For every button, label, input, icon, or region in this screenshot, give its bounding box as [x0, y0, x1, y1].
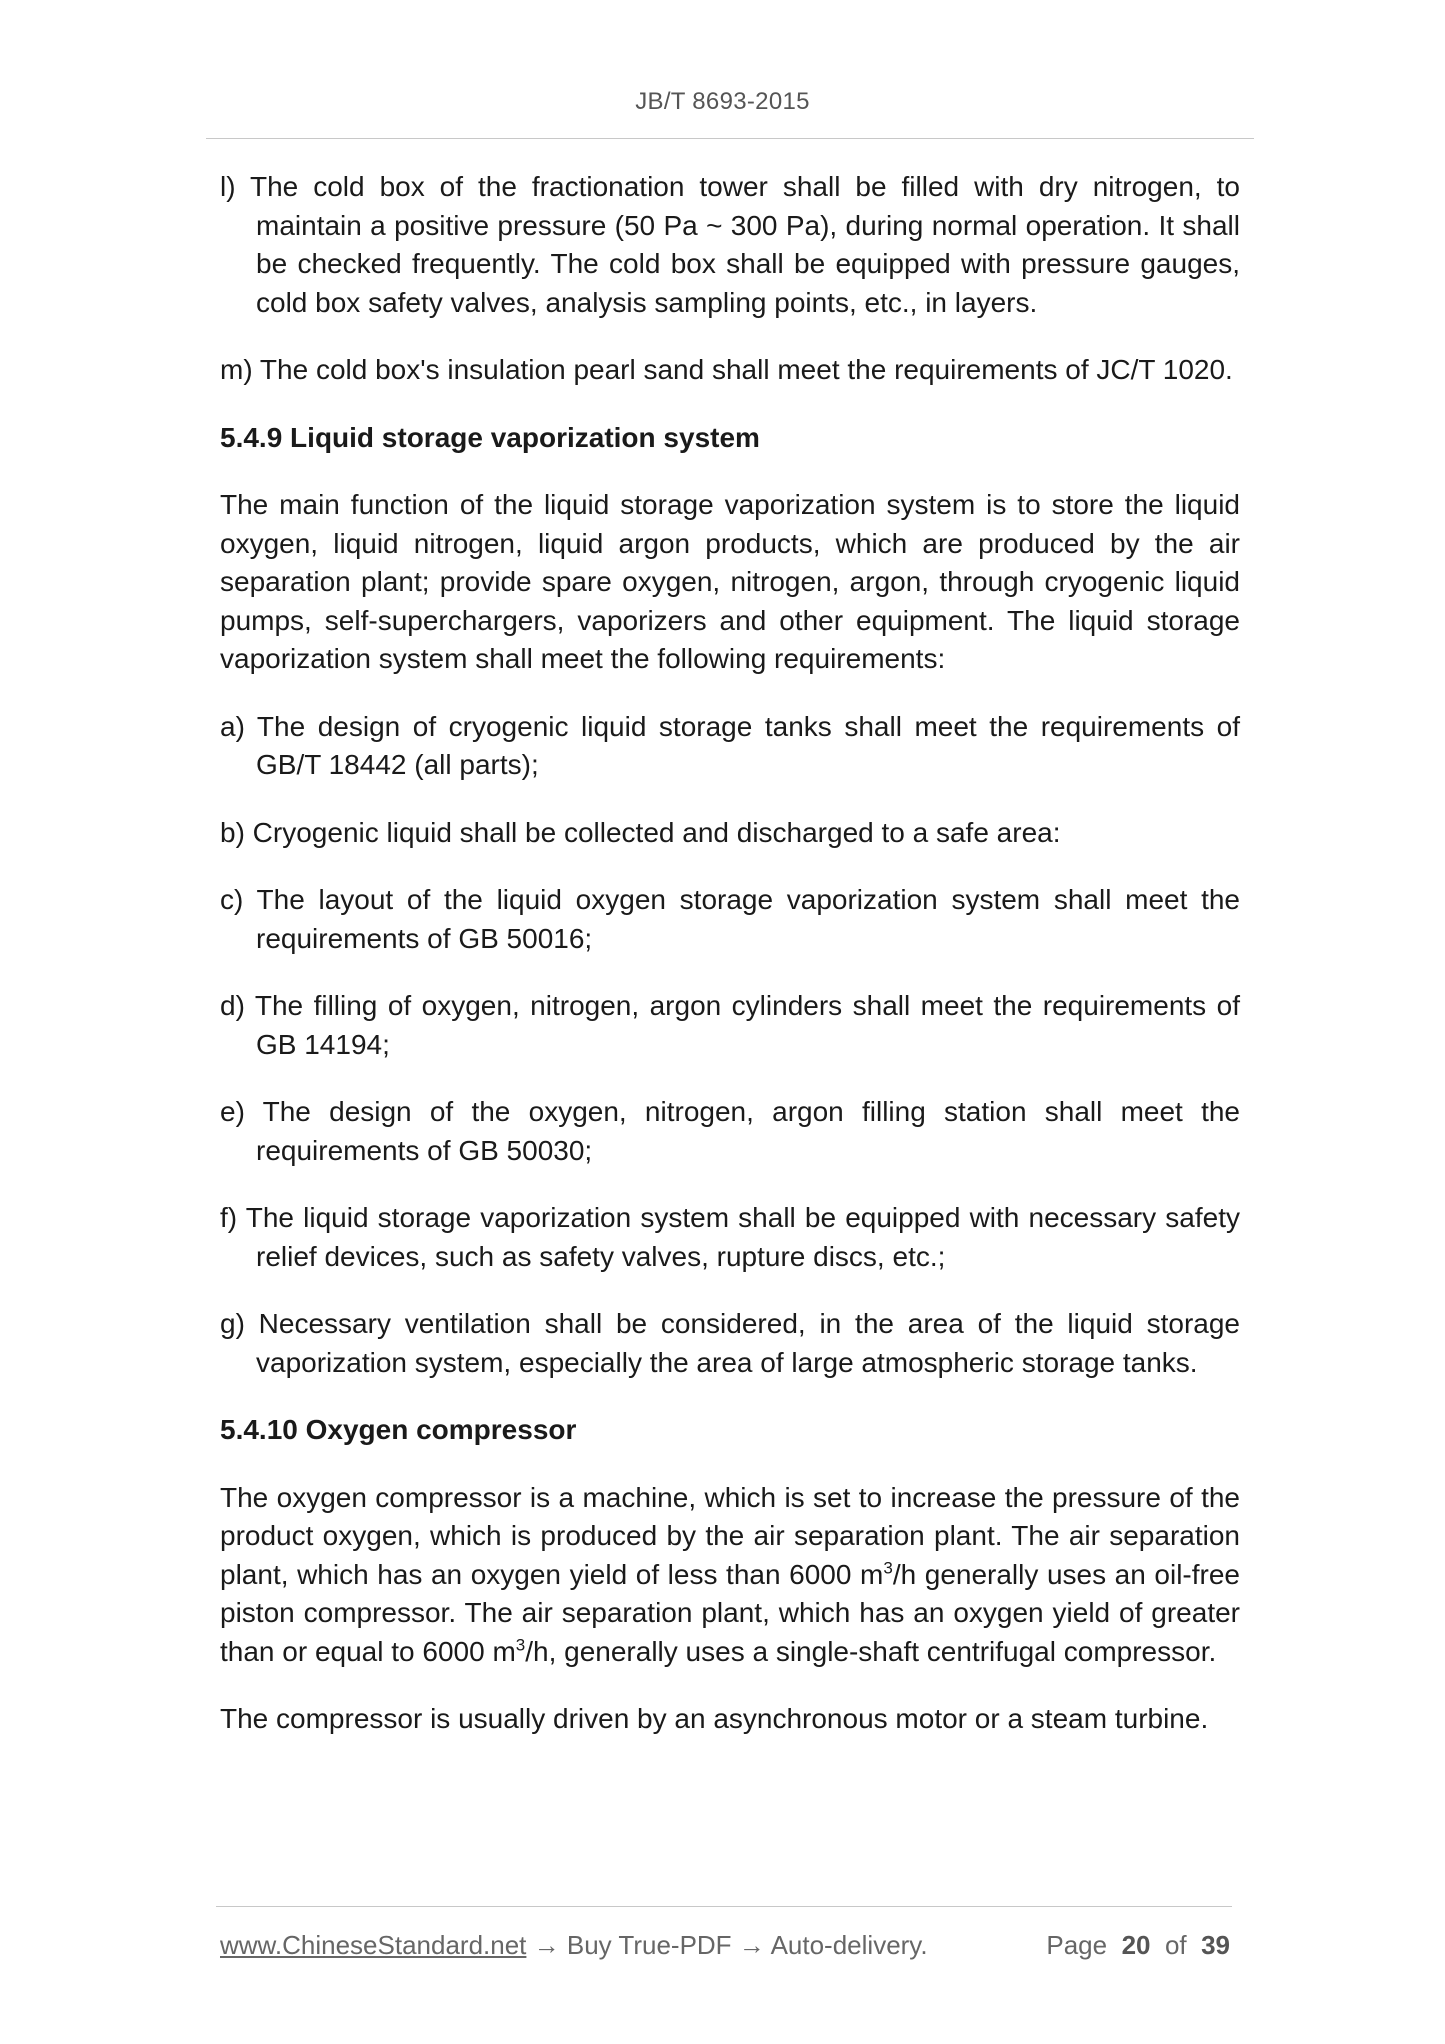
superscript: 3 — [515, 1635, 526, 1655]
list-item-l: l) The cold box of the fractionation tower shall be filled with dry nitrogen, to maintain a positive pressure (50 Pa ~ 300 Pa), during normal operation. It shall be checked frequently. The cold box shall be equipped with pressure gauges, cold box safety valves, analysis sampling points, etc., in layers. — [220, 171, 1240, 318]
page-total: 39 — [1201, 1930, 1230, 1960]
list-item-c: c) The layout of the liquid oxygen storage vaporization system shall meet the requirements of GB 50016; — [220, 884, 1240, 954]
section-5-4-9-intro: The main function of the liquid storage vaporization system is to store the liquid oxygen, liquid nitrogen, liquid argon products, which are produced by the air separation plant; provide spare oxygen, nitrogen, argon, through cryogenic liquid pumps, self-superchargers, vaporizers and other equipment. The liquid storage vaporization system shall meet the following requirements: — [220, 489, 1240, 674]
list-item-g: g) Necessary ventilation shall be considered, in the area of the liquid storage vaporization system, especially the area of large atmospheric storage tanks. — [220, 1308, 1240, 1378]
superscript: 3 — [883, 1558, 893, 1578]
paragraph-text: The oxygen compressor is a machine, which is set to increase the pressure of the product oxygen, which is produced by the air separation plant. The air separation plant, which has an oxygen yield of less than 6000 m — [220, 1481, 1240, 1590]
footer-promo-text: → Buy True-PDF → Auto-delivery. — [526, 1930, 928, 1960]
section-5-4-10-paragraph-1 — [220, 1479, 1240, 1672]
page-number — [1046, 1928, 1230, 1962]
list-item-m: m) The cold box's insulation pearl sand shall meet the requirements of JC/T 1020. — [220, 354, 1233, 385]
list-item-d: d) The filling of oxygen, nitrogen, argon cylinders shall meet the requirements of GB 14194; — [220, 990, 1240, 1060]
list-item-f: f) The liquid storage vaporization system shall be equipped with necessary safety relief devices, such as safety valves, rupture discs, etc.; — [220, 1202, 1240, 1272]
section-heading-5-4-10: 5.4.10 Oxygen compressor — [220, 1414, 577, 1445]
list-item-a: a) The design of cryogenic liquid storage tanks shall meet the requirements of GB/T 18442 (all parts); — [220, 710, 1240, 780]
header-divider — [206, 138, 1254, 139]
document-id-header: JB/T 8693-2015 — [635, 88, 810, 115]
paragraph-text: /h generally uses an oil-free piston compressor. The air separation plant, which has an oxygen yield of greater than or equal to 6000 m — [220, 1558, 1240, 1667]
paragraph-text: /h, generally uses a single-shaft centrifugal compressor. — [525, 1635, 1217, 1667]
section-5-4-10-paragraph-2: The compressor is usually driven by an asynchronous motor or a steam turbine. — [220, 1703, 1209, 1734]
page-label: Page — [1046, 1930, 1108, 1960]
page-footer — [220, 1928, 1230, 1962]
page-content — [220, 168, 1240, 1768]
footer-divider — [216, 1906, 1232, 1907]
list-item-b: b) Cryogenic liquid shall be collected and discharged to a safe area: — [220, 816, 1061, 848]
page-current: 20 — [1121, 1930, 1151, 1960]
section-heading-5-4-9: 5.4.9 Liquid storage vaporization system — [220, 421, 760, 453]
list-item-e: e) The design of the oxygen, nitrogen, argon filling station shall meet the requirements of GB 50030; — [220, 1096, 1240, 1166]
page-of-label: of — [1164, 1930, 1187, 1960]
site-link[interactable]: www.ChineseStandard.net — [220, 1930, 527, 1960]
